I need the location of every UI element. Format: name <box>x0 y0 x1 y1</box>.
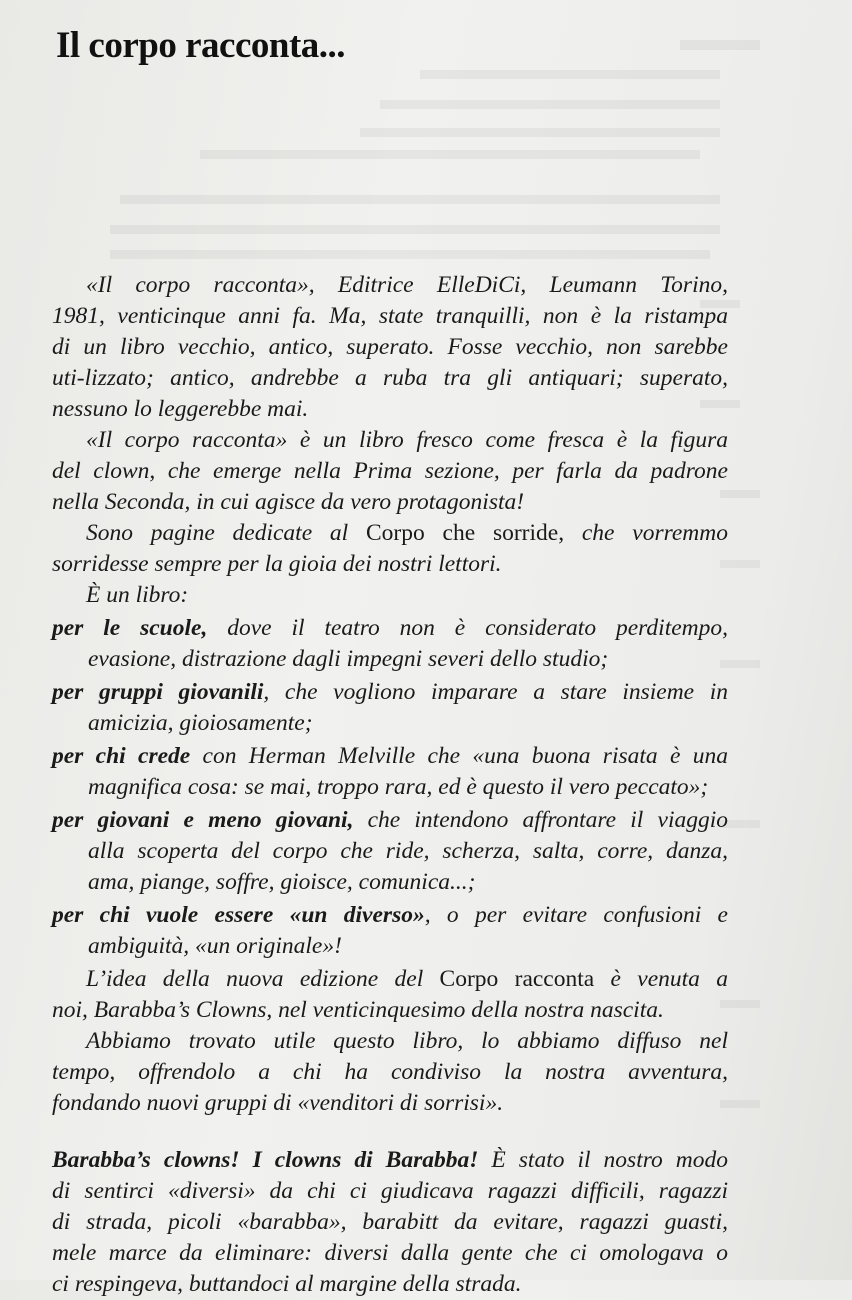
item-line: alla scoperta del corpo che ride, scherza, salta, corre, danza, <box>88 838 728 864</box>
item-line: ama, piange, soffre, gioisce, comunica...; <box>88 869 476 895</box>
idea-text-a: L’idea della nuova edizione del <box>86 966 440 992</box>
intro-paragraph <box>52 270 728 425</box>
fresh-line: «Il corpo racconta» è un libro fresco come fresca è la figura <box>86 427 728 453</box>
barabba-line: ci respingeva, buttandoci al margine della strada. <box>52 1271 522 1297</box>
fresh-line: nella Seconda, in cui agisce da vero protagonista! <box>52 489 525 515</box>
barabba-head: Barabba’s clowns! I clowns di Barabba! <box>52 1147 479 1173</box>
intro-line: uti-lizzato; antico, andrebbe a ruba tra gli antiquari; superato, <box>52 365 728 391</box>
item-line: evasione, distrazione dagli impegni severi dello studio; <box>88 646 609 672</box>
libro-line: È un libro: <box>86 582 189 608</box>
list-item <box>52 613 728 675</box>
fresh-line: del clown, che emerge nella Prima sezione, per farla da padrone <box>52 458 728 484</box>
trovato-paragraph <box>52 1026 728 1119</box>
idea-paragraph <box>52 964 728 1026</box>
item-rest: con Herman Melville che «una buona risata è una <box>190 743 728 769</box>
barabba-paragraph <box>52 1145 728 1300</box>
item-rest: , o per evitare confusioni e <box>424 902 728 928</box>
item-line: ambiguità, «un originale»! <box>88 933 342 959</box>
item-head: per le scuole, <box>52 615 208 641</box>
audience-list <box>52 613 728 962</box>
list-item <box>52 805 728 898</box>
item-rest: dove il teatro non è considerato perditempo, <box>207 615 729 641</box>
item-head: per chi vuole essere «un diverso» <box>52 902 425 928</box>
dedicated-text-b: che sorride, <box>424 520 582 546</box>
page-title: Il corpo racconta... <box>56 25 346 66</box>
intro-line: 1981, venticinque anni fa. Ma, state tranquilli, non è la ristampa <box>52 303 728 329</box>
idea-line: noi, Barabba’s Clowns, nel venticinquesimo della nostra nascita. <box>52 997 664 1023</box>
dedicated-text-c: che vorremmo <box>581 520 728 546</box>
item-head: per gruppi giovanili <box>52 679 264 705</box>
intro-line: di un libro vecchio, antico, superato. Fosse vecchio, non sarebbe <box>52 334 728 360</box>
item-line: magnifica cosa: se mai, troppo rara, ed è questo il vero peccato»; <box>88 774 709 800</box>
barabba-line: di strada, picoli «barabba», barabitt da evitare, ragazzi guasti, <box>52 1209 728 1235</box>
list-item <box>52 741 728 803</box>
body-text <box>52 270 728 1300</box>
trovato-line: fondando nuovi gruppi di «venditori di sorrisi». <box>52 1090 504 1116</box>
dedicated-line: sorridesse sempre per la gioia dei nostri lettori. <box>52 551 502 577</box>
intro-line: «Il corpo racconta», Editrice ElleDiCi, Leumann Torino, <box>86 272 728 298</box>
item-line: amicizia, gioiosamente; <box>88 710 313 736</box>
barabba-rest: È stato il nostro modo <box>478 1147 728 1173</box>
barabba-line: di sentirci «diversi» da chi ci giudicava ragazzi difficili, ragazzi <box>52 1178 728 1204</box>
corpo-racconta-words: Corpo racconta <box>439 966 595 992</box>
dedicated-paragraph <box>52 518 728 580</box>
fresh-paragraph <box>52 425 728 518</box>
corpo-word: Corpo <box>366 520 425 546</box>
item-rest: che intendono affrontare il viaggio <box>353 807 728 833</box>
item-head: per giovani e meno giovani, <box>52 807 354 833</box>
idea-line <box>52 964 728 995</box>
list-item <box>52 677 728 739</box>
list-item <box>52 900 728 962</box>
item-rest: , che vogliono imparare a stare insieme in <box>263 679 729 705</box>
dedicated-text-a: Sono pagine dedicate al <box>86 520 366 546</box>
dedicated-line <box>52 518 728 549</box>
idea-text-b: è venuta a <box>594 966 728 992</box>
trovato-line: tempo, offrendolo a chi ha condiviso la nostra avventura, <box>52 1059 728 1085</box>
intro-line: nessuno lo leggerebbe mai. <box>52 396 309 422</box>
barabba-line: mele marce da eliminare: diversi dalla gente che ci omologava o <box>52 1240 728 1266</box>
trovato-line: Abbiamo trovato utile questo libro, lo abbiamo diffuso nel <box>86 1028 728 1054</box>
item-head: per chi crede <box>52 743 191 769</box>
